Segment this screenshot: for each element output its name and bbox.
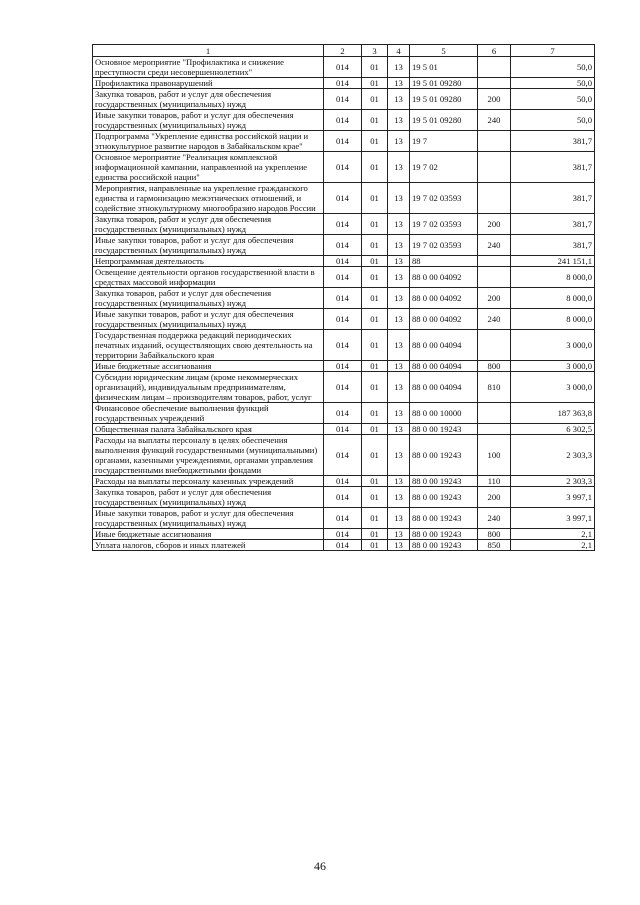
- row-ministry-code: 014: [324, 435, 362, 476]
- row-subsection-code: 13: [388, 309, 410, 330]
- row-ministry-code: 014: [324, 89, 362, 110]
- row-ministry-code: 014: [324, 540, 362, 551]
- row-amount: 50,0: [511, 89, 595, 110]
- row-expense-type-code: 200: [478, 487, 511, 508]
- row-expense-type-code: 850: [478, 540, 511, 551]
- row-amount: 381,7: [511, 131, 595, 152]
- row-amount: 6 302,5: [511, 424, 595, 435]
- row-amount: 50,0: [511, 57, 595, 78]
- table-row: [93, 508, 595, 529]
- row-amount: 8 000,0: [511, 288, 595, 309]
- row-expense-type-code: [478, 152, 511, 183]
- row-ministry-code: 014: [324, 372, 362, 403]
- row-subsection-code: 13: [388, 476, 410, 487]
- row-subsection-code: 13: [388, 372, 410, 403]
- table-body: [93, 57, 595, 551]
- row-amount: 8 000,0: [511, 309, 595, 330]
- row-amount: 381,7: [511, 152, 595, 183]
- row-article-code: 19 5 01 09280: [410, 110, 478, 131]
- row-name: Уплата налогов, сборов и иных платежей: [93, 540, 324, 551]
- row-amount: 8 000,0: [511, 267, 595, 288]
- row-expense-type-code: 240: [478, 235, 511, 256]
- row-article-code: 19 7 02 03593: [410, 214, 478, 235]
- row-subsection-code: 13: [388, 330, 410, 361]
- table-row: [93, 403, 595, 424]
- row-section-code: 01: [362, 235, 388, 256]
- row-section-code: 01: [362, 131, 388, 152]
- table-row: [93, 540, 595, 551]
- row-expense-type-code: 800: [478, 529, 511, 540]
- row-amount: 187 363,8: [511, 403, 595, 424]
- row-amount: 50,0: [511, 78, 595, 89]
- row-subsection-code: 13: [388, 508, 410, 529]
- row-expense-type-code: 240: [478, 508, 511, 529]
- row-section-code: 01: [362, 361, 388, 372]
- row-section-code: 01: [362, 435, 388, 476]
- table-row: [93, 372, 595, 403]
- row-ministry-code: 014: [324, 476, 362, 487]
- row-expense-type-code: 240: [478, 309, 511, 330]
- table-row: [93, 361, 595, 372]
- table-row: [93, 78, 595, 89]
- row-expense-type-code: 200: [478, 89, 511, 110]
- row-section-code: 01: [362, 424, 388, 435]
- row-expense-type-code: [478, 267, 511, 288]
- row-section-code: 01: [362, 476, 388, 487]
- row-section-code: 01: [362, 330, 388, 361]
- row-name: Подпрограмма "Укрепление единства российской нации и этнокультурное развитие народов в Забайкальском крае": [93, 131, 324, 152]
- row-article-code: 19 7: [410, 131, 478, 152]
- row-article-code: 88 0 00 04092: [410, 309, 478, 330]
- table-row: [93, 476, 595, 487]
- row-article-code: 88 0 00 19243: [410, 540, 478, 551]
- row-ministry-code: 014: [324, 110, 362, 131]
- row-subsection-code: 13: [388, 235, 410, 256]
- row-article-code: 88 0 00 04092: [410, 288, 478, 309]
- row-section-code: 01: [362, 256, 388, 267]
- row-ministry-code: 014: [324, 487, 362, 508]
- row-article-code: 19 5 01 09280: [410, 89, 478, 110]
- row-subsection-code: 13: [388, 288, 410, 309]
- table-row: [93, 131, 595, 152]
- row-section-code: 01: [362, 110, 388, 131]
- row-amount: 3 997,1: [511, 508, 595, 529]
- row-amount: 381,7: [511, 214, 595, 235]
- row-section-code: 01: [362, 89, 388, 110]
- row-expense-type-code: 200: [478, 214, 511, 235]
- table-row: [93, 529, 595, 540]
- row-name: Расходы на выплаты персоналу в целях обеспечения выполнения функций государственными (муниципальными) органами, казенными учреждениями, органами управления государственными внебюджетными фондами: [93, 435, 324, 476]
- row-ministry-code: 014: [324, 529, 362, 540]
- row-ministry-code: 014: [324, 78, 362, 89]
- row-name: Освещение деятельности органов государственной власти в средствах массовой информации: [93, 267, 324, 288]
- row-section-code: 01: [362, 288, 388, 309]
- table-row: [93, 152, 595, 183]
- row-article-code: 88: [410, 256, 478, 267]
- budget-table: [92, 44, 595, 551]
- row-ministry-code: 014: [324, 131, 362, 152]
- row-section-code: 01: [362, 403, 388, 424]
- column-header-section: 3: [362, 45, 388, 57]
- row-article-code: 88 0 00 19243: [410, 476, 478, 487]
- row-section-code: 01: [362, 57, 388, 78]
- row-name: Непрограммная деятельность: [93, 256, 324, 267]
- column-header-amount: 7: [511, 45, 595, 57]
- row-amount: 381,7: [511, 183, 595, 214]
- row-section-code: 01: [362, 540, 388, 551]
- table-row: [93, 267, 595, 288]
- row-name: Профилактика правонарушений: [93, 78, 324, 89]
- row-subsection-code: 13: [388, 183, 410, 214]
- row-article-code: 88 0 00 19243: [410, 529, 478, 540]
- row-ministry-code: 014: [324, 256, 362, 267]
- row-article-code: 88 0 00 04094: [410, 372, 478, 403]
- row-expense-type-code: 800: [478, 361, 511, 372]
- row-ministry-code: 014: [324, 330, 362, 361]
- row-subsection-code: 13: [388, 256, 410, 267]
- table-row: [93, 256, 595, 267]
- table-row: [93, 110, 595, 131]
- row-name: Мероприятия, направленные на укрепление гражданского единства и гармонизацию межэтнических отношений, и содействие этнокультурному многообразию народов России: [93, 183, 324, 214]
- row-amount: 2,1: [511, 529, 595, 540]
- table-row: [93, 435, 595, 476]
- row-subsection-code: 13: [388, 403, 410, 424]
- row-name: Расходы на выплаты персоналу казенных учреждений: [93, 476, 324, 487]
- row-name: Закупка товаров, работ и услуг для обеспечения государственных (муниципальных) нужд: [93, 288, 324, 309]
- row-subsection-code: 13: [388, 110, 410, 131]
- row-amount: 50,0: [511, 110, 595, 131]
- row-article-code: 88 0 00 04092: [410, 267, 478, 288]
- column-header-article: 5: [410, 45, 478, 57]
- row-article-code: 19 5 01: [410, 57, 478, 78]
- table-row: [93, 288, 595, 309]
- row-ministry-code: 014: [324, 403, 362, 424]
- row-expense-type-code: 110: [478, 476, 511, 487]
- row-ministry-code: 014: [324, 152, 362, 183]
- row-ministry-code: 014: [324, 361, 362, 372]
- row-subsection-code: 13: [388, 78, 410, 89]
- row-subsection-code: 13: [388, 214, 410, 235]
- row-expense-type-code: [478, 131, 511, 152]
- row-amount: 3 000,0: [511, 372, 595, 403]
- row-name: Закупка товаров, работ и услуг для обеспечения государственных (муниципальных) нужд: [93, 89, 324, 110]
- row-name: Основное мероприятие "Реализация комплексной информационной кампании, направленной на укрепление единства российской нации": [93, 152, 324, 183]
- row-name: Государственная поддержка редакций периодических печатных изданий, осуществляющих свою деятельность на территории Забайкальского края: [93, 330, 324, 361]
- row-section-code: 01: [362, 214, 388, 235]
- row-ministry-code: 014: [324, 57, 362, 78]
- row-name: Иные закупки товаров, работ и услуг для обеспечения государственных (муниципальных) нужд: [93, 110, 324, 131]
- table-row: [93, 330, 595, 361]
- row-article-code: 88 0 00 19243: [410, 424, 478, 435]
- row-amount: 3 000,0: [511, 330, 595, 361]
- table-row: [93, 235, 595, 256]
- row-name: Иные бюджетные ассигнования: [93, 361, 324, 372]
- row-article-code: 88 0 00 19243: [410, 487, 478, 508]
- row-amount: 2 303,3: [511, 476, 595, 487]
- row-section-code: 01: [362, 309, 388, 330]
- row-section-code: 01: [362, 508, 388, 529]
- row-amount: 3 997,1: [511, 487, 595, 508]
- row-name: Финансовое обеспечение выполнения функций государственных учреждений: [93, 403, 324, 424]
- row-ministry-code: 014: [324, 309, 362, 330]
- row-expense-type-code: 100: [478, 435, 511, 476]
- row-name: Закупка товаров, работ и услуг для обеспечения государственных (муниципальных) нужд: [93, 214, 324, 235]
- row-amount: 241 151,1: [511, 256, 595, 267]
- table-row: [93, 89, 595, 110]
- row-article-code: 88 0 00 19243: [410, 508, 478, 529]
- row-expense-type-code: [478, 57, 511, 78]
- row-ministry-code: 014: [324, 508, 362, 529]
- row-section-code: 01: [362, 529, 388, 540]
- column-header-ministry: 2: [324, 45, 362, 57]
- row-subsection-code: 13: [388, 540, 410, 551]
- row-ministry-code: 014: [324, 214, 362, 235]
- row-name: Закупка товаров, работ и услуг для обеспечения государственных (муниципальных) нужд: [93, 487, 324, 508]
- row-subsection-code: 13: [388, 267, 410, 288]
- row-section-code: 01: [362, 267, 388, 288]
- row-amount: 3 000,0: [511, 361, 595, 372]
- row-expense-type-code: 810: [478, 372, 511, 403]
- row-article-code: 19 7 02 03593: [410, 183, 478, 214]
- row-name: Основное мероприятие "Профилактика и снижение преступности среди несовершеннолетних": [93, 57, 324, 78]
- column-header-subsection: 4: [388, 45, 410, 57]
- row-expense-type-code: [478, 330, 511, 361]
- row-ministry-code: 014: [324, 267, 362, 288]
- row-section-code: 01: [362, 183, 388, 214]
- row-ministry-code: 014: [324, 235, 362, 256]
- table-row: [93, 487, 595, 508]
- row-amount: 381,7: [511, 235, 595, 256]
- row-ministry-code: 014: [324, 424, 362, 435]
- row-amount: 2 303,3: [511, 435, 595, 476]
- row-article-code: 88 0 00 10000: [410, 403, 478, 424]
- row-article-code: 88 0 00 19243: [410, 435, 478, 476]
- table-row: [93, 183, 595, 214]
- row-ministry-code: 014: [324, 183, 362, 214]
- row-subsection-code: 13: [388, 361, 410, 372]
- column-header-expense-type: 6: [478, 45, 511, 57]
- row-subsection-code: 13: [388, 152, 410, 183]
- table-row: [93, 214, 595, 235]
- row-article-code: 19 5 01 09280: [410, 78, 478, 89]
- row-section-code: 01: [362, 372, 388, 403]
- table-row: [93, 424, 595, 435]
- row-name: Иные закупки товаров, работ и услуг для обеспечения государственных (муниципальных) нужд: [93, 235, 324, 256]
- row-section-code: 01: [362, 152, 388, 183]
- row-expense-type-code: [478, 256, 511, 267]
- row-name: Субсидии юридическим лицам (кроме некоммерческих организаций), индивидуальным предпринимателям, физическим лицам – производителям товаров, работ, услуг: [93, 372, 324, 403]
- page-number: 46: [314, 859, 326, 873]
- row-amount: 2,1: [511, 540, 595, 551]
- row-subsection-code: 13: [388, 529, 410, 540]
- row-expense-type-code: 200: [478, 288, 511, 309]
- row-article-code: 19 7 02: [410, 152, 478, 183]
- row-ministry-code: 014: [324, 288, 362, 309]
- row-expense-type-code: [478, 78, 511, 89]
- row-expense-type-code: 240: [478, 110, 511, 131]
- column-header-name: 1: [93, 45, 324, 57]
- row-subsection-code: 13: [388, 435, 410, 476]
- table-row: [93, 309, 595, 330]
- row-name: Иные закупки товаров, работ и услуг для обеспечения государственных (муниципальных) нужд: [93, 508, 324, 529]
- row-name: Иные закупки товаров, работ и услуг для обеспечения государственных (муниципальных) нужд: [93, 309, 324, 330]
- row-subsection-code: 13: [388, 487, 410, 508]
- row-expense-type-code: [478, 424, 511, 435]
- row-subsection-code: 13: [388, 57, 410, 78]
- row-name: Общественная палата Забайкальского края: [93, 424, 324, 435]
- row-expense-type-code: [478, 183, 511, 214]
- row-section-code: 01: [362, 78, 388, 89]
- row-section-code: 01: [362, 487, 388, 508]
- row-expense-type-code: [478, 403, 511, 424]
- row-article-code: 19 7 02 03593: [410, 235, 478, 256]
- column-numbers-row: [93, 45, 595, 57]
- row-subsection-code: 13: [388, 89, 410, 110]
- row-article-code: 88 0 00 04094: [410, 361, 478, 372]
- row-subsection-code: 13: [388, 131, 410, 152]
- row-name: Иные бюджетные ассигнования: [93, 529, 324, 540]
- row-subsection-code: 13: [388, 424, 410, 435]
- table-row: [93, 57, 595, 78]
- row-article-code: 88 0 00 04094: [410, 330, 478, 361]
